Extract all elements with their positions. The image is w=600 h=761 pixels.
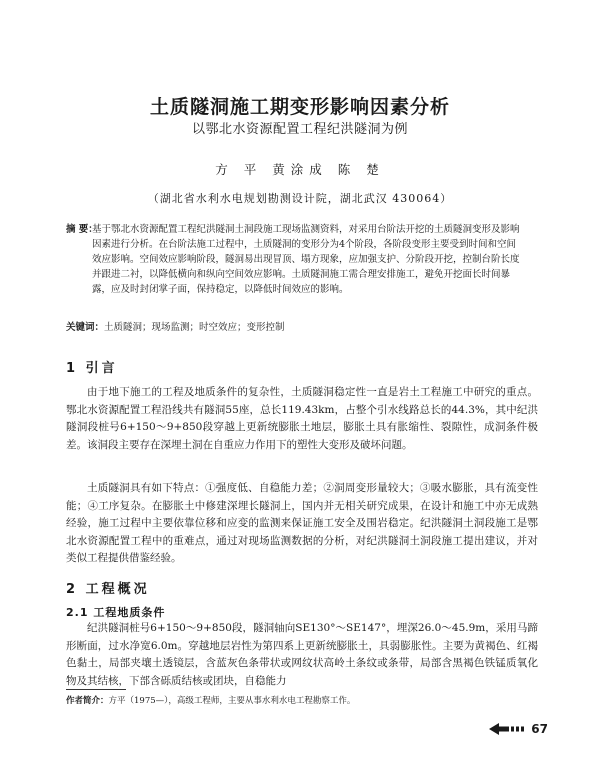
author-list: 方 平 黄涂成 陈 楚 [215, 162, 385, 177]
author-affiliation: （湖北省水利水电规划勘测设计院，湖北武汉 430064） [147, 192, 453, 205]
footnote-text: 方平（1975—），高级工程师，主要从事水利水电工程勘察工作。 [108, 696, 356, 706]
section-1-paragraph-1: 由于地下施工的工程及地质条件的复杂性，土质隧洞稳定性一直是岩土工程施工中研究的重点。鄂北水资源配置工程沿线共有隧洞55座，总长119.43km，占整个引水线路总长的44.3%，其中纪洪隧洞段桩号6+150～9+850段穿越上更新统膨胀土地层，膨胀土具有胀缩性、裂隙性，成洞条件极差。该洞段主要存在深埋土洞在自重应力作用下的塑性大变形及破坏问题。 [66, 386, 538, 451]
author-footnote [66, 695, 538, 707]
keywords-label: 关键词： [66, 322, 105, 333]
abstract-block [66, 222, 520, 297]
left-arrow-icon [489, 723, 525, 735]
paper-title: 土质隧洞施工期变形影响因素分析 [149, 96, 450, 118]
section-1-heading: 1 引言 [66, 361, 118, 376]
section-2-1-heading: 2.1 工程地质条件 [66, 606, 166, 619]
footnote-rule [66, 689, 126, 690]
abstract-label: 摘 要： [66, 224, 98, 235]
keywords-block [66, 320, 536, 335]
footnote-label: 作者简介： [66, 696, 109, 706]
abstract-text: 基于鄂北水资源配置工程纪洪隧洞土洞段施工现场监测资料，对采用台阶法开挖的土质隧洞变形及影响因素进行分析。在台阶法施工过程中，土质隧洞的变形分为4个阶段，各阶段变形主要受到时间和空间效应影响。空间效应影响阶段，隧洞易出现冒顶、塌方现象，应加强支护、分阶段开挖，控制台阶长度并跟进二衬，以降低横向和纵向空间效应影响。土质隧洞施工需合理安排施工，避免开挖面长时间暴露，应及时封闭掌子面，保持稳定，以降低时间效应的影响。 [92, 224, 520, 295]
section-2-heading: 2 工程概况 [66, 582, 150, 597]
page-footer [489, 721, 548, 737]
section-2-1-paragraph: 纪洪隧洞桩号6+150～9+850段，隧洞轴向SE130°～SE147°，埋深26.0～45.9m，采用马蹄形断面，过水净宽6.0m。穿越地层岩性为第四系上更新统膨胀土，具弱膨胀性。主要为黄褐色、红褐色黏土，局部夹壤土透镜层，含蓝灰色条带状或网纹状高岭土条纹或条带，局部含黑褐色铁锰质氧化物及其结核，下部含砾质结核或团块，自稳能力 [66, 622, 538, 687]
keywords-text: 土质隧洞；现场监测；时空效应；变形控制 [104, 322, 285, 333]
section-1-paragraph-2: 土质隧洞具有如下特点：①强度低、自稳能力差；②洞周变形量较大；③吸水膨胀，具有流变性能；④工序复杂。在膨胀土中修建深埋长隧洞上，国内并无相关研究成果，在设计和施工中亦无成熟经验，施工过程中主要依靠位移和应变的监测来保证施工安全及围岩稳定。纪洪隧洞土洞段施工是鄂北水资源配置工程中的重难点，通过对现场监测数据的分析，对纪洪隧洞土洞段施工提出建议，并对类似工程提供借鉴经验。 [66, 482, 538, 564]
paper-subtitle: 以鄂北水资源配置工程纪洪隧洞为例 [191, 122, 408, 137]
page-number: 67 [531, 722, 548, 736]
